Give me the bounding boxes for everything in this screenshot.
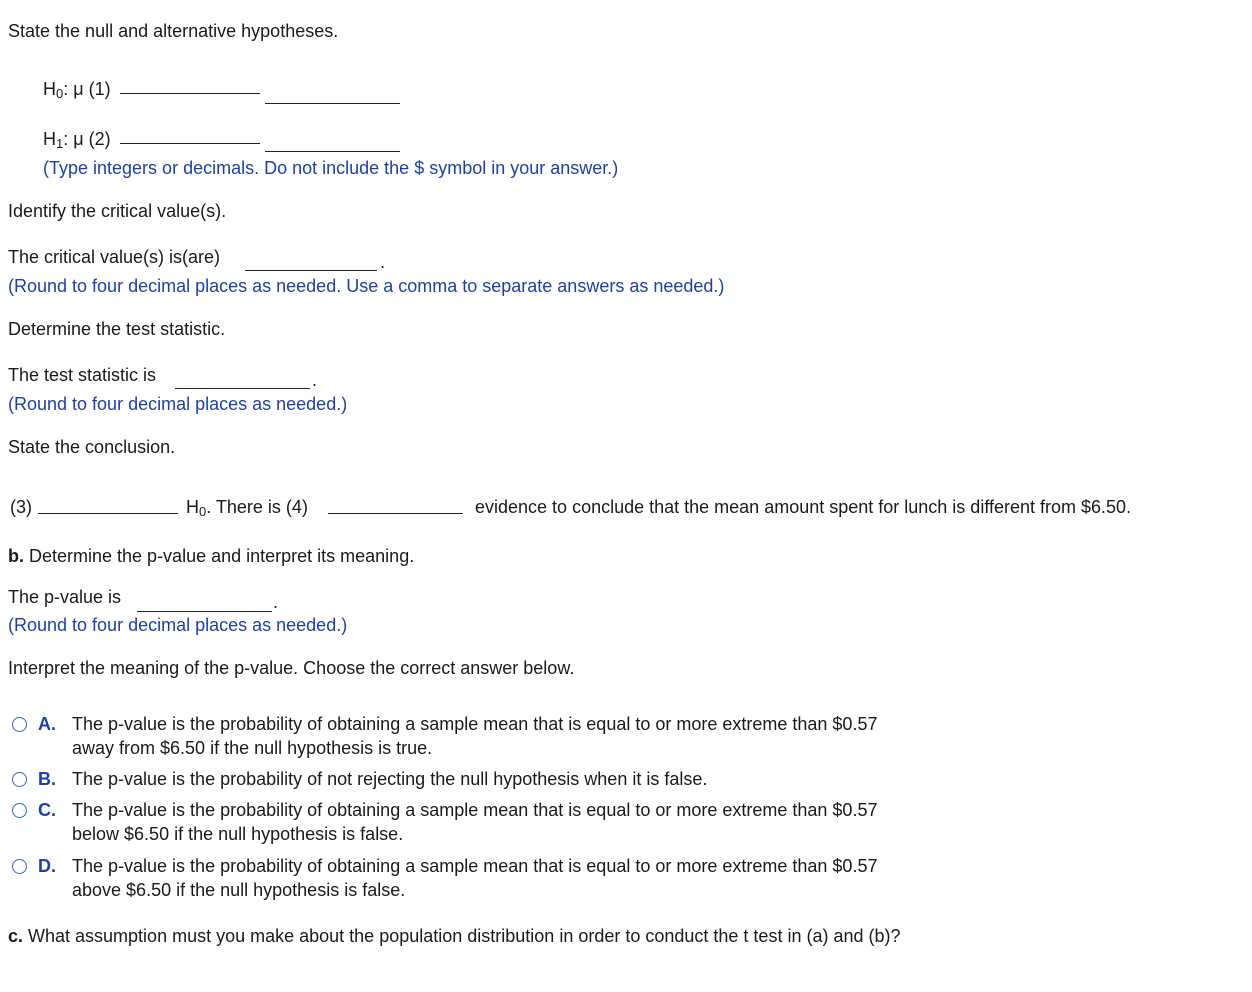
critical-value-input[interactable] bbox=[245, 270, 377, 271]
h1-value-input[interactable] bbox=[265, 151, 400, 152]
conclusion-evidence-dropdown[interactable] bbox=[328, 513, 463, 514]
h1-operator-dropdown[interactable] bbox=[120, 143, 260, 144]
option-a-text[interactable]: The p-value is the probability of obtaining a sample mean that is equal to or more extreme than $0.57 away from $6.50 if the null hypothesis is true. bbox=[72, 714, 878, 758]
conclusion-reject-dropdown[interactable] bbox=[38, 513, 178, 514]
p-value-label: The p-value is bbox=[8, 587, 122, 607]
option-c-radio[interactable] bbox=[12, 803, 27, 818]
state-hypotheses-text: State the null and alternative hypotheses. bbox=[8, 21, 339, 41]
option-c-letter: C. bbox=[38, 800, 56, 820]
test-statistic-label: The test statistic is bbox=[8, 365, 157, 385]
option-b-letter: B. bbox=[38, 769, 56, 789]
h1-label: $H_1$: μ (2) bbox=[43, 129, 111, 151]
option-a-radio[interactable] bbox=[12, 717, 27, 732]
h0-label: $H_0$: μ (1) bbox=[43, 79, 111, 101]
test-statistic-input[interactable] bbox=[175, 388, 310, 389]
option-d-text[interactable]: The p-value is the probability of obtaining a sample mean that is equal to or more extreme than $0.57 above $6.50 if the null hypothesis is false. bbox=[72, 856, 878, 900]
critical-value-label: The critical value(s) is(are) bbox=[8, 247, 221, 267]
option-d-letter: D. bbox=[38, 856, 56, 876]
interpret-text: Interpret the meaning of the p-value. Choose the correct answer below. bbox=[8, 658, 575, 678]
stat-hint: (Round to four decimal places as needed.) bbox=[8, 394, 348, 414]
determine-stat-text: Determine the test statistic. bbox=[8, 319, 226, 339]
hypotheses-hint: (Type integers or decimals. Do not include the $ symbol in your answer.) bbox=[43, 158, 619, 178]
part-b-question: b. Determine the p-value and interpret its meaning. bbox=[8, 546, 415, 566]
stat-period: . bbox=[312, 370, 318, 390]
p-value-input[interactable] bbox=[137, 611, 272, 612]
h0-operator-dropdown[interactable] bbox=[120, 93, 260, 94]
conclusion-part3-label: (3) bbox=[10, 497, 32, 517]
option-a-letter: A. bbox=[38, 714, 56, 734]
state-conclusion-text: State the conclusion. bbox=[8, 437, 176, 457]
identify-critical-text: Identify the critical value(s). bbox=[8, 201, 227, 221]
pvalue-hint: (Round to four decimal places as needed.) bbox=[8, 615, 348, 635]
critical-hint: (Round to four decimal places as needed. Use a comma to separate answers as needed.) bbox=[8, 276, 725, 296]
option-b-radio[interactable] bbox=[12, 772, 27, 787]
part-c-question: c. What assumption must you make about the population distribution in order to conduct the t test in (a) and (b)? bbox=[8, 926, 901, 946]
option-b-text[interactable]: The p-value is the probability of not rejecting the null hypothesis when it is false. bbox=[72, 769, 708, 789]
option-d-radio[interactable] bbox=[12, 859, 27, 874]
pvalue-period: . bbox=[273, 592, 279, 612]
critical-period: . bbox=[380, 252, 386, 272]
h0-value-input[interactable] bbox=[265, 103, 400, 104]
option-c-text[interactable]: The p-value is the probability of obtaining a sample mean that is equal to or more extreme than $0.57 below $6.50 if the null hypothesis is false. bbox=[72, 800, 878, 844]
conclusion-middle-text: $H_0$. There is (4) bbox=[186, 497, 308, 519]
conclusion-tail-text: evidence to conclude that the mean amount spent for lunch is different from $6.50. bbox=[475, 497, 1132, 517]
